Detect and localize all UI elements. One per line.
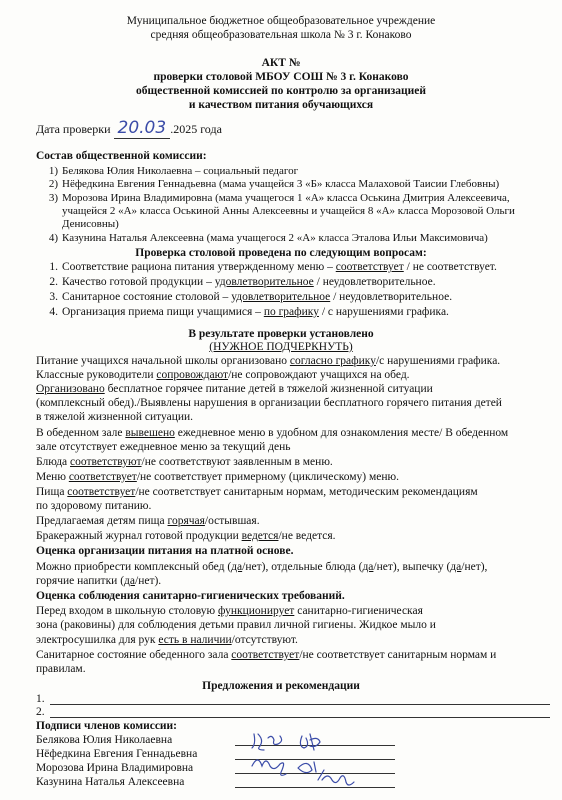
organization-line-2: средняя общеобразовательная школа № 3 г. Конаково: [150, 29, 412, 41]
result-p6: Меню соответствует/не соответствует примерному (циклическому) меню.: [36, 471, 399, 483]
sanitary-line-5: правилам.: [36, 663, 86, 675]
signatures-heading: Подписи членов комиссии:: [36, 720, 178, 732]
signature-name-2: Нёфедкина Евгения Геннадьевна: [36, 748, 198, 760]
result-p3-cont2: в тяжелой жизненной ситуации.: [36, 411, 194, 423]
commission-member-4: 4) Казунина Наталья Алексеевна (мама учащегося 2 «А» класса Эталова Ильи Максимовича): [48, 232, 488, 244]
signature-name-4: Казунина Наталья Алексеевна: [36, 776, 185, 788]
result-p7: Пища соответствует/не соответствует санитарным нормам, методическим рекомендациям: [36, 486, 478, 498]
result-p7-cont: по здоровому питанию.: [36, 500, 152, 512]
question-1: 1. Соответствие рациона питания утвержденному меню – соответствует / не соответствует.: [49, 261, 497, 273]
results-subheading: (НУЖНОЕ ПОДЧЕРКНУТЬ): [209, 341, 353, 353]
act-title-line-1: проверки столовой МБОУ СОШ № 3 г. Конаково: [153, 71, 409, 83]
proposal-line-2: [50, 717, 550, 718]
date-label: Дата проверки: [36, 122, 111, 136]
commission-member-1: 1) Белякова Юлия Николаевна – социальный педагог: [48, 165, 299, 177]
proposal-number-2: 2.: [36, 706, 45, 718]
act-title-line-3: и качеством питания обучающихся: [188, 99, 374, 111]
date-handwritten: 20.03: [114, 118, 171, 139]
paid-heading: Оценка организации питания на платной основе.: [36, 545, 294, 557]
result-p8: Предлагаемая детям пища горячая/остывшая.: [36, 515, 260, 527]
proposals-heading: Предложения и рекомендации: [202, 680, 360, 692]
result-p2: Классные руководители сопровождают/не сопровождают учащихся на обед.: [36, 369, 410, 381]
question-2: 2. Качество готовой продукции – удовлетворительное / неудовлетворительное.: [49, 276, 436, 288]
sanitary-line-3: электросушилка для рук есть в наличии/отсутствуют.: [36, 634, 298, 646]
questions-heading: Проверка столовой проведена по следующим вопросам:: [135, 247, 427, 259]
commission-heading: Состав общественной комиссии:: [36, 150, 207, 162]
result-p4-cont: зале отсутствует ежедневное меню за текущий день: [36, 441, 291, 453]
date-suffix: .2025 года: [170, 122, 222, 136]
question-3: 3. Санитарное состояние столовой – удовлетворительное / неудовлетворительное.: [49, 291, 453, 303]
question-4: 4. Организация приема пищи учащимися – по графику / с нарушениями графика.: [49, 306, 449, 318]
signature-name-3: Морозова Ирина Владимировна: [36, 762, 194, 774]
sanitary-line-1: Перед входом в школьную столовую функционирует санитарно-гигиеническая: [36, 605, 423, 617]
result-p9: Бракеражный журнал готовой продукции ведется/не ведется.: [36, 530, 336, 542]
commission-member-3-cont2: Денисовны): [62, 218, 119, 230]
sanitary-heading: Оценка соблюдения санитарно-гигиенических требований.: [36, 590, 345, 602]
proposal-line-1: [50, 704, 550, 705]
organization-line-1: Муниципальное бюджетное общеобразовательное учреждение: [126, 15, 436, 27]
result-p4: В обеденном зале вывешено ежедневное меню в удобном для ознакомления месте/ В обеденном: [36, 427, 509, 439]
result-p3-cont: (комплексный обед)./Выявлены нарушения в организации бесплатного горячего питания детей: [36, 397, 502, 409]
paid-line-1: Можно приобрести комплексный обед (да/нет), отдельные блюда (да/нет), выпечку (да/нет),: [36, 561, 488, 573]
inspection-date: [36, 118, 222, 138]
result-p1: Питание учащихся начальной школы организовано согласно графику/с нарушениями графика.: [36, 355, 501, 367]
handwritten-signatures: [240, 728, 400, 796]
act-title: АКТ №: [261, 57, 301, 69]
result-p3: Организовано бесплатное горячее питание детей в тяжелой жизненной ситуации: [36, 383, 433, 395]
commission-member-3-cont: учащейся 2 «А» класса Оськиной Анны Алексеевны и учащейся 8 «А» класса Морозовой Ольги: [62, 205, 515, 217]
paid-line-2: горячие напитки (да/нет).: [36, 575, 162, 587]
sanitary-line-2: зона (раковины) для соблюдения детьми правил личной гигиены. Жидкое мыло и: [36, 619, 436, 631]
result-p5: Блюда соответствуют/не соответствуют заявленным в меню.: [36, 456, 333, 468]
commission-member-3: 3) Морозова Ирина Владимировна (мама учащегося 1 «А» класса Оськина Дмитрия Алексеевича,: [48, 192, 510, 204]
signature-name-1: Белякова Юлия Николаевна: [36, 734, 173, 746]
act-title-line-2: общественной комиссией по контролю за организацией: [136, 85, 426, 97]
results-heading: В результате проверки установлено: [188, 328, 374, 340]
proposal-number-1: 1.: [36, 693, 45, 705]
sanitary-line-4: Санитарное состояние обеденного зала соответствует/не соответствует санитарным нормам и: [36, 649, 497, 661]
commission-member-2: 2) Нёфедкина Евгения Геннадьевна (мама учащейся 3 «Б» класса Малаховой Таисии Глебовны): [48, 178, 500, 190]
